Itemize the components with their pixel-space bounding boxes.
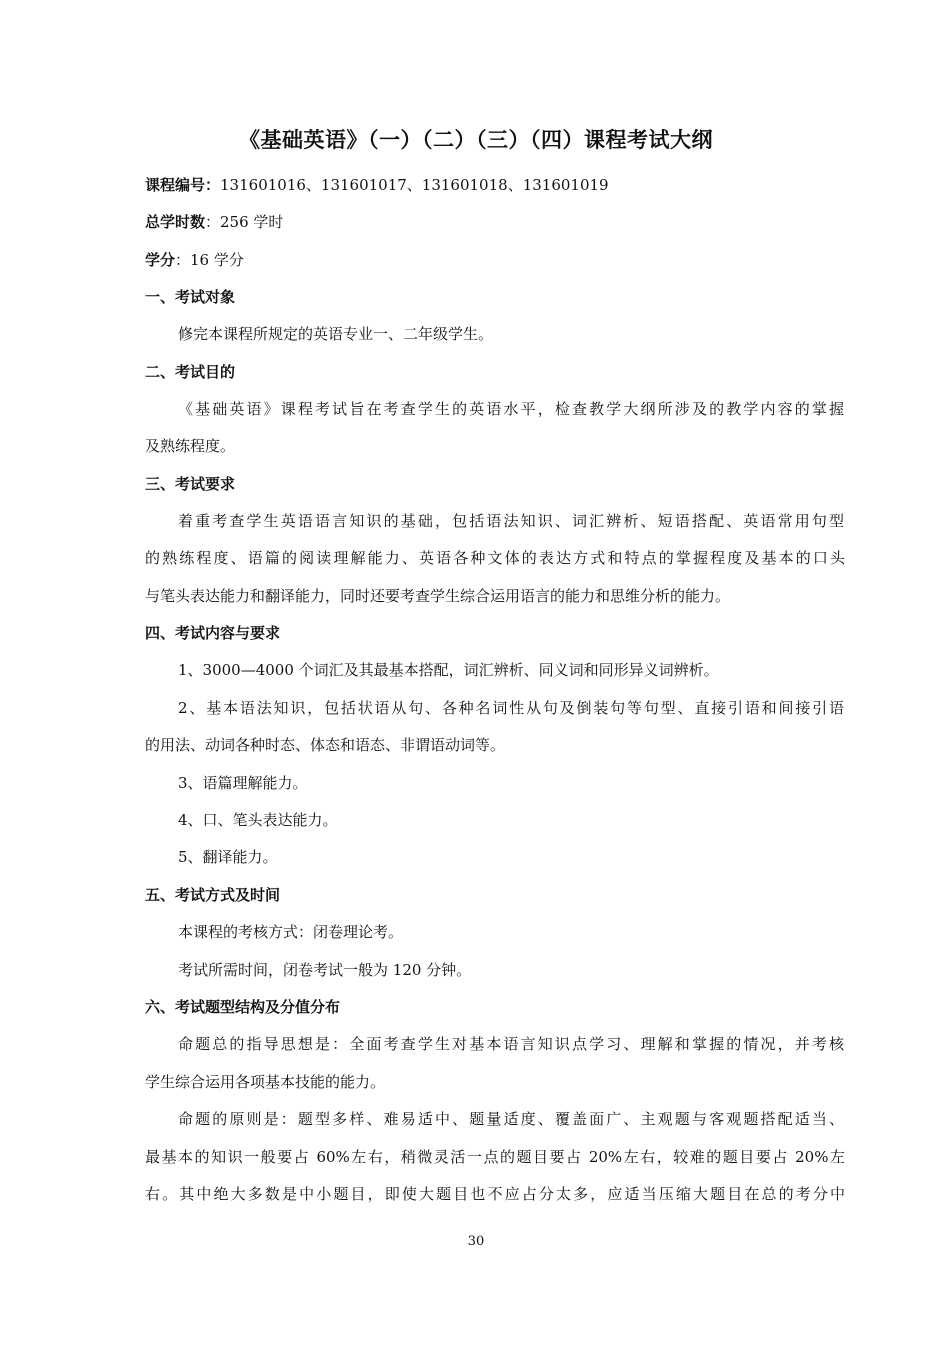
paragraph-line: 及熟练程度。	[145, 437, 236, 455]
list-item: 3、语篇理解能力。	[178, 774, 308, 792]
paragraph-line: 本课程的考核方式：闭卷理论考。	[178, 923, 404, 941]
course-code-line	[145, 175, 845, 195]
paragraph-line: 《基础英语》课程考试旨在考查学生的英语水平，检查教学大纲所涉及的教学内容的掌握	[178, 400, 844, 418]
list-item: 4、口、笔头表达能力。	[178, 811, 338, 829]
list-item: 2、基本语法知识，包括状语从句、各种名词性从句及倒装句等句型、直接引语和间接引语	[178, 699, 844, 717]
section-heading-exam-content: 四、考试内容与要求	[145, 624, 281, 642]
paragraph-line: 与笔头表达能力和翻译能力，同时还要考查学生综合运用语言的能力和思维分析的能力。	[145, 587, 731, 605]
course-code-label: 课程编号：	[145, 176, 221, 194]
credits-value: ：16 学分	[175, 251, 244, 269]
paragraph-line: 的用法、动词各种时态、体态和语态、非谓语动词等。	[145, 736, 506, 754]
section-heading-exam-purpose: 二、考试目的	[145, 363, 236, 381]
credits-label: 学分	[145, 251, 176, 269]
paragraph-line: 考试所需时间，闭卷考试一般为 120 分钟。	[178, 961, 472, 979]
total-hours-label: 总学时数	[145, 213, 206, 231]
list-item: 5、翻译能力。	[178, 848, 278, 866]
credits-line	[145, 250, 845, 270]
total-hours-line	[145, 212, 845, 232]
section-heading-exam-target: 一、考试对象	[145, 288, 236, 306]
paragraph-line: 最基本的知识一般要占 60%左右，稍微灵活一点的题目要占 20%左右，较难的题目要占 20%左	[145, 1148, 845, 1166]
paragraph-line: 修完本课程所规定的英语专业一、二年级学生。	[178, 325, 494, 343]
section-heading-exam-method: 五、考试方式及时间	[145, 886, 281, 904]
document-title: 《基础英语》（一）（二）（三）（四）课程考试大纲	[239, 128, 713, 152]
page-number: 30	[467, 1234, 485, 1249]
course-code-value: 131601016、131601017、131601018、131601019	[220, 176, 609, 194]
section-heading-question-structure: 六、考试题型结构及分值分布	[145, 998, 341, 1016]
total-hours-value: ：256 学时	[205, 213, 284, 231]
section-heading-exam-requirements: 三、考试要求	[145, 475, 236, 493]
paragraph-line: 命题总的指导思想是：全面考查学生对基本语言知识点学习、理解和掌握的情况，并考核	[178, 1035, 844, 1053]
paragraph-line: 学生综合运用各项基本技能的能力。	[145, 1073, 386, 1091]
paragraph-line: 的熟练程度、语篇的阅读理解能力、英语各种文体的表达方式和特点的掌握程度及基本的口头	[145, 549, 845, 567]
paragraph-line: 命题的原则是：题型多样、难易适中、题量适度、覆盖面广、主观题与客观题搭配适当、	[178, 1110, 844, 1128]
list-item: 1、3000—4000 个词汇及其最基本搭配，词汇辨析、同义词和同形异义词辨析。	[178, 661, 719, 679]
paragraph-line: 右。其中绝大多数是中小题目，即使大题目也不应占分太多，应适当压缩大题目在总的考分中	[145, 1185, 845, 1203]
paragraph-line: 着重考查学生英语语言知识的基础，包括语法知识、词汇辨析、短语搭配、英语常用句型	[178, 512, 844, 530]
